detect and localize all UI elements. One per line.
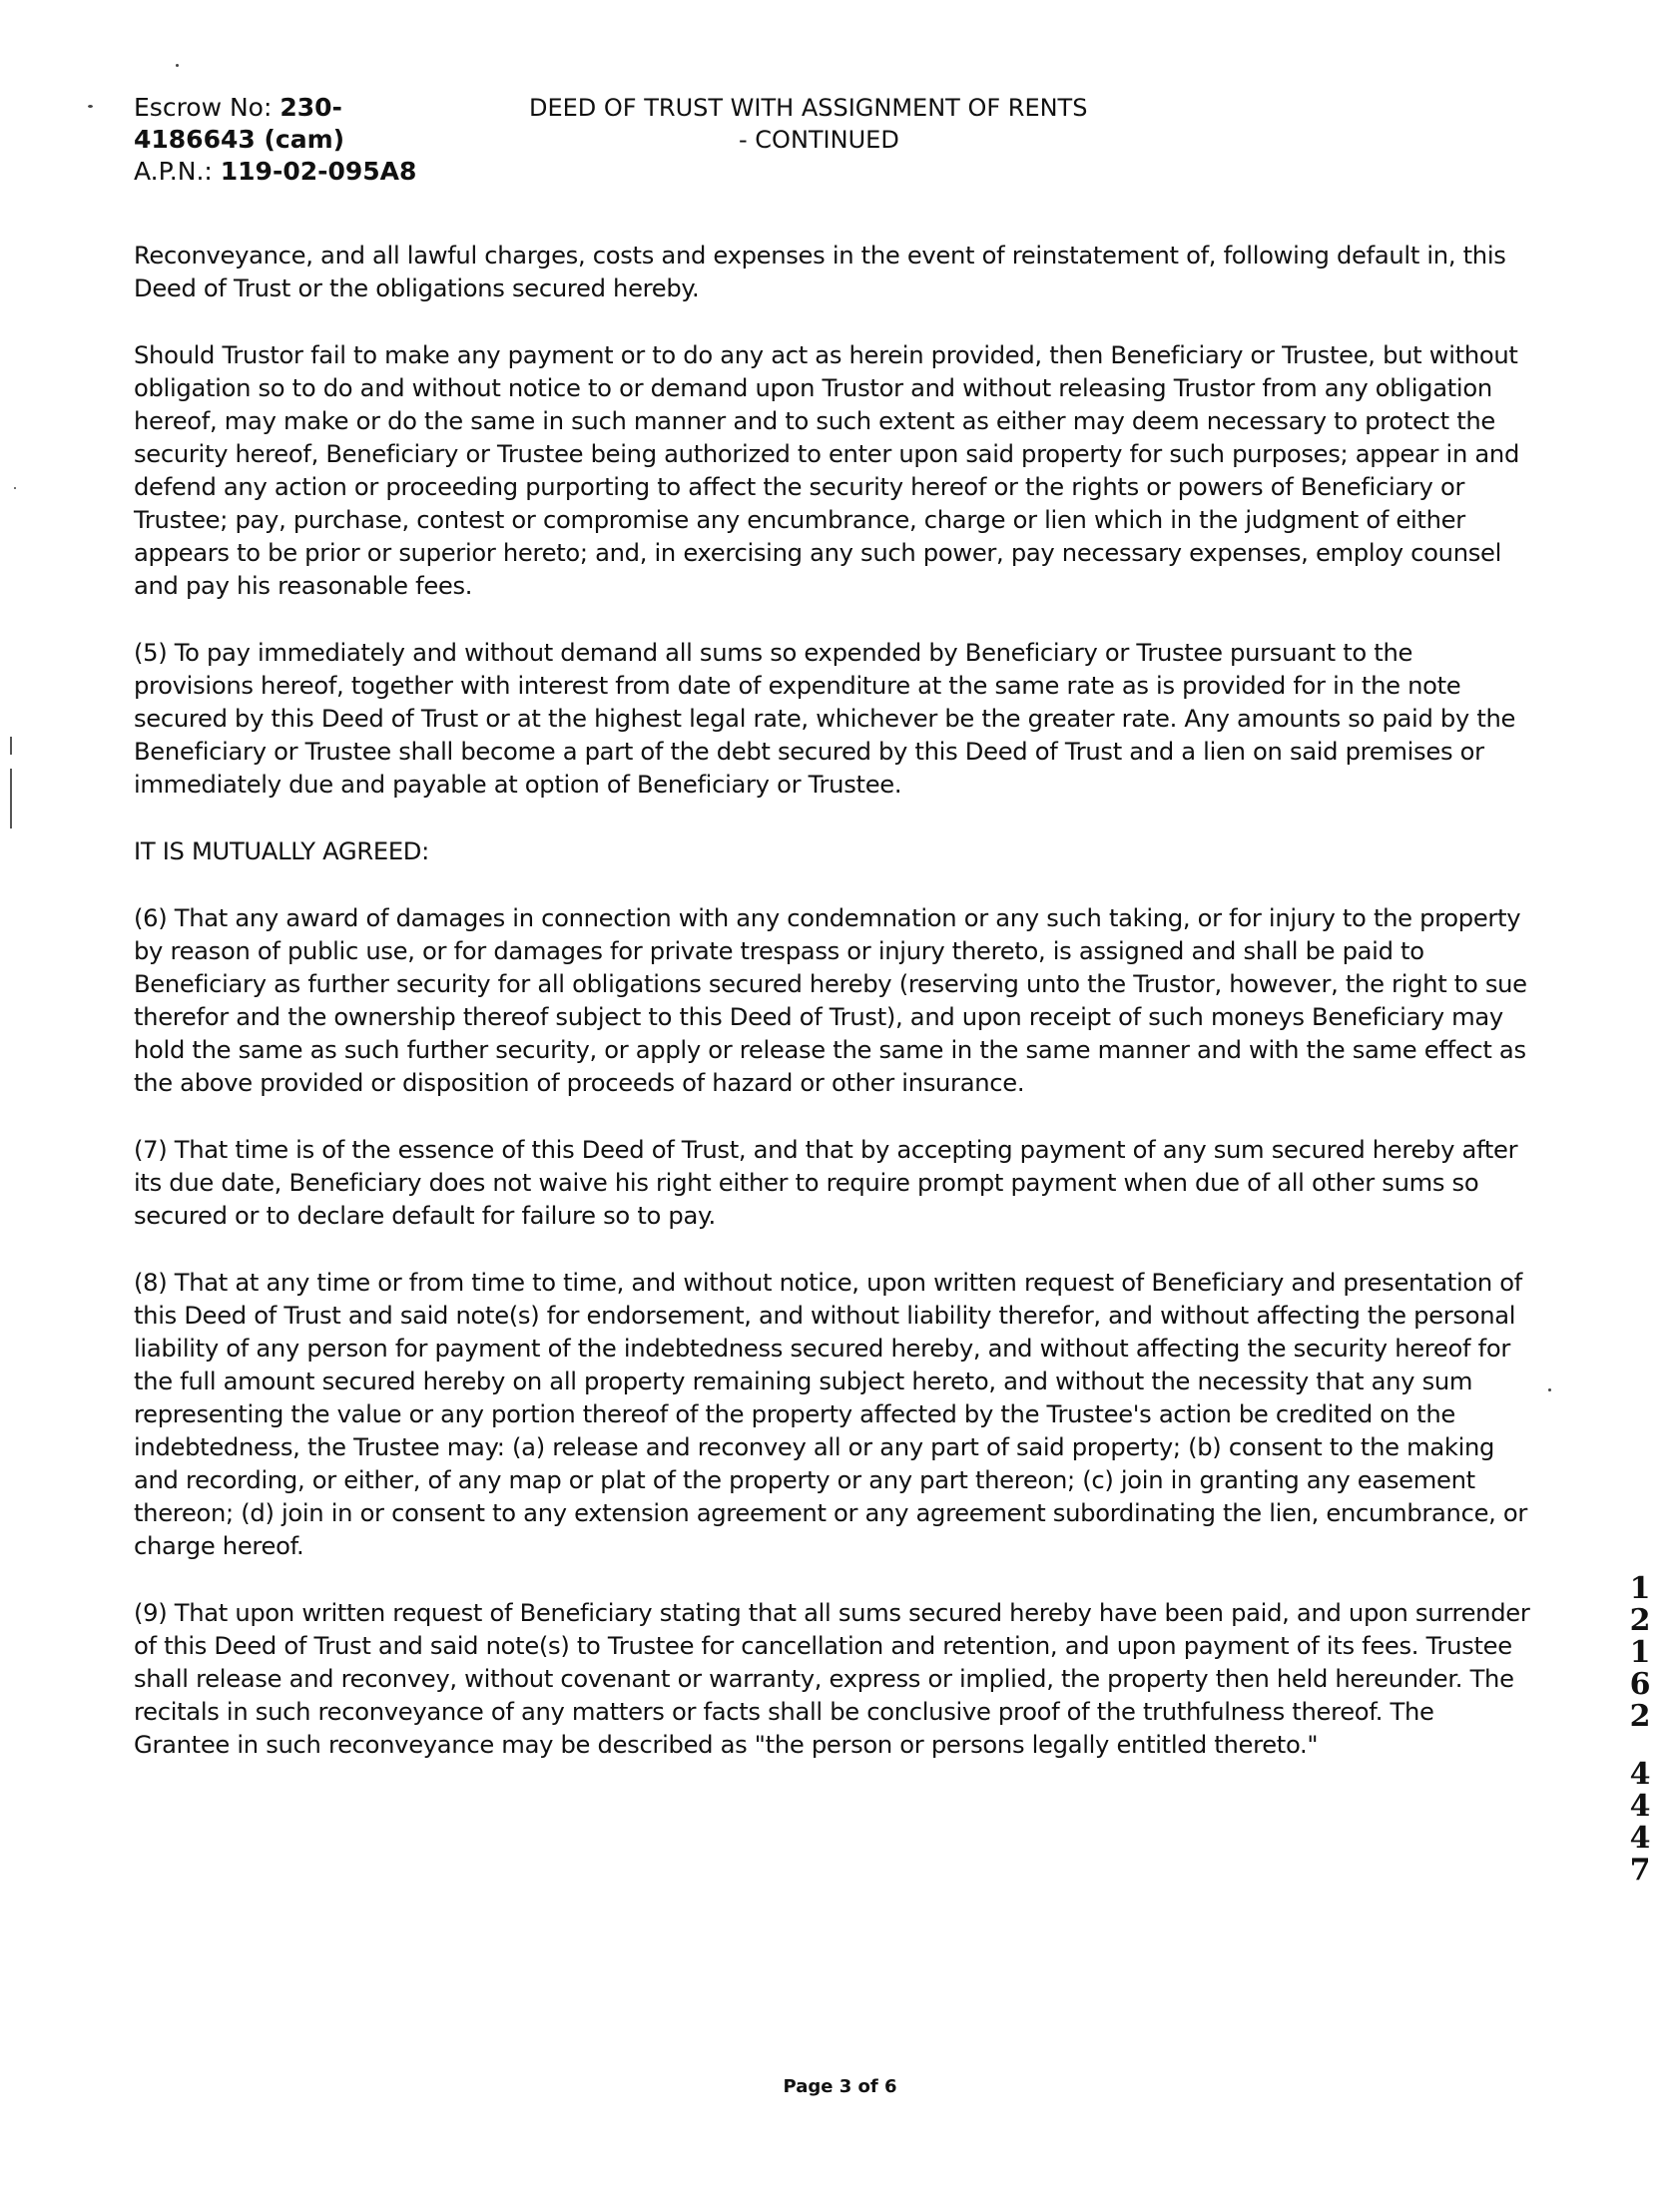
scan-speck	[1548, 1388, 1551, 1391]
scan-speck	[14, 487, 16, 489]
paragraph-trustor-failure: Should Trustor fail to make any payment or to do any act as herein provided, then Beneficiary or Trustee, but without obligation so to do and without notice to or demand upon Trustor and without releasing Trustor from any obligation hereof, may make or do the same in such manner and to such extent as either may deem necessary to protect the security hereof, Beneficiary or Trustee being authorized to enter upon said property for such purposes; appear in and defend any action or proceeding purporting to affect the security hereof or the rights or powers of Beneficiary or Trustee; pay, purchase, contest or compromise any encumbrance, charge or lien which in the judgment of either appears to be prior or superior hereto; and, in exercising any such power, pay necessary expenses, employ counsel and pay his reasonable fees.	[134, 341, 1519, 600]
escrow-number: Escrow No: 230-	[134, 93, 342, 122]
escrow-number-continued: 4186643 (cam)	[134, 125, 345, 154]
recording-digit: 2	[1629, 1603, 1651, 1638]
paragraph-6: (6) That any award of damages in connection with any condemnation or any such taking, or for injury to the property by reason of public use, or for damages for private trespass or injury thereto, is assigned and shall be paid to Beneficiary as further security for all obligations secured hereby (reserving unto the Trustor, however, the right to sue therefor and the ownership thereof subject to this Deed of Trust), and upon receipt of such moneys Beneficiary may hold the same as such further security, or apply or release the same in the same manner and with the same effect as the above provided or disposition of proceeds of hazard or other insurance.	[134, 904, 1527, 1097]
page-number: Page 3 of 6	[783, 2076, 897, 2097]
apn-number: A.P.N.: 119-02-095A8	[134, 157, 417, 186]
paragraph-reconveyance: Reconveyance, and all lawful charges, costs and expenses in the event of reinstatement of, following default in, this Deed of Trust or the obligations secured hereby.	[134, 242, 1506, 302]
scan-edge-line	[10, 769, 12, 828]
scan-speck	[88, 105, 93, 108]
recording-gap	[1625, 1733, 1655, 1759]
recording-number	[1625, 1573, 1655, 1887]
recording-digit: 6	[1629, 1667, 1651, 1702]
recording-digit: 4	[1629, 1789, 1651, 1824]
paragraph-8: (8) That at any time or from time to time, and without notice, upon written request of Beneficiary and presentation of this Deed of Trust and said note(s) for endorsement, and without liability therefor, and without affecting the personal liability of any person for payment of the indebtedness secured hereby, and without affecting the security hereof for the full amount secured hereby on all property remaining subject hereto, and without the necessity that any sum representing the value or any portion thereof of the property affected by the Trustee's action be credited on the indebtedness, the Trustee may: (a) release and reconvey all or any part of said property; (b) consent to the making and recording, or either, of any map or plat of the property or any part thereon; (c) join in granting any easement thereon; (d) join in or consent to any extension agreement or any agreement subordinating the lien, encumbrance, or charge hereof.	[134, 1269, 1528, 1560]
scan-edge-line	[10, 737, 12, 755]
recording-digit: 4	[1629, 1821, 1651, 1856]
title-subline: - CONTINUED	[739, 126, 899, 154]
scan-speck	[176, 64, 179, 67]
recording-digit: 1	[1629, 1571, 1651, 1606]
paragraph-7: (7) That time is of the essence of this Deed of Trust, and that by accepting payment of any sum secured hereby after its due date, Beneficiary does not waive his right either to require prompt payment when due of all other sums so secured or to declare default for failure so to pay.	[134, 1136, 1518, 1230]
recording-digit: 2	[1629, 1699, 1651, 1734]
paragraph-9: (9) That upon written request of Beneficiary stating that all sums secured hereby have been paid, and upon surrender of this Deed of Trust and said note(s) to Trustee for cancellation and retention, and upon payment of its fees. Trustee shall release and reconvey, without covenant or warranty, express or implied, the property then held hereunder. The recitals in such reconveyance of any matters or facts shall be conclusive proof of the truthfulness thereof. The Grantee in such reconveyance may be described as "the person or persons legally entitled thereto."	[134, 1599, 1530, 1759]
recording-digit: 7	[1629, 1853, 1651, 1888]
recording-digit: 4	[1629, 1757, 1651, 1792]
title-line: DEED OF TRUST WITH ASSIGNMENT OF RENTS	[529, 94, 1088, 122]
escrow-info	[134, 92, 463, 188]
paragraph-mutually-agreed: IT IS MUTUALLY AGREED:	[134, 837, 429, 865]
recording-digit: 1	[1629, 1635, 1651, 1670]
paragraph-5: (5) To pay immediately and without demand all sums so expended by Beneficiary or Trustee pursuant to the provisions hereof, together with interest from date of expenditure at the same rate as is provided for in the note secured by this Deed of Trust or at the highest legal rate, whichever be the greater rate. Any amounts so paid by the Beneficiary or Trustee shall become a part of the debt secured by this Deed of Trust and a lien on said premises or immediately due and payable at option of Beneficiary or Trustee.	[134, 639, 1516, 799]
document-title	[529, 92, 1128, 156]
document-body	[134, 240, 1531, 1796]
